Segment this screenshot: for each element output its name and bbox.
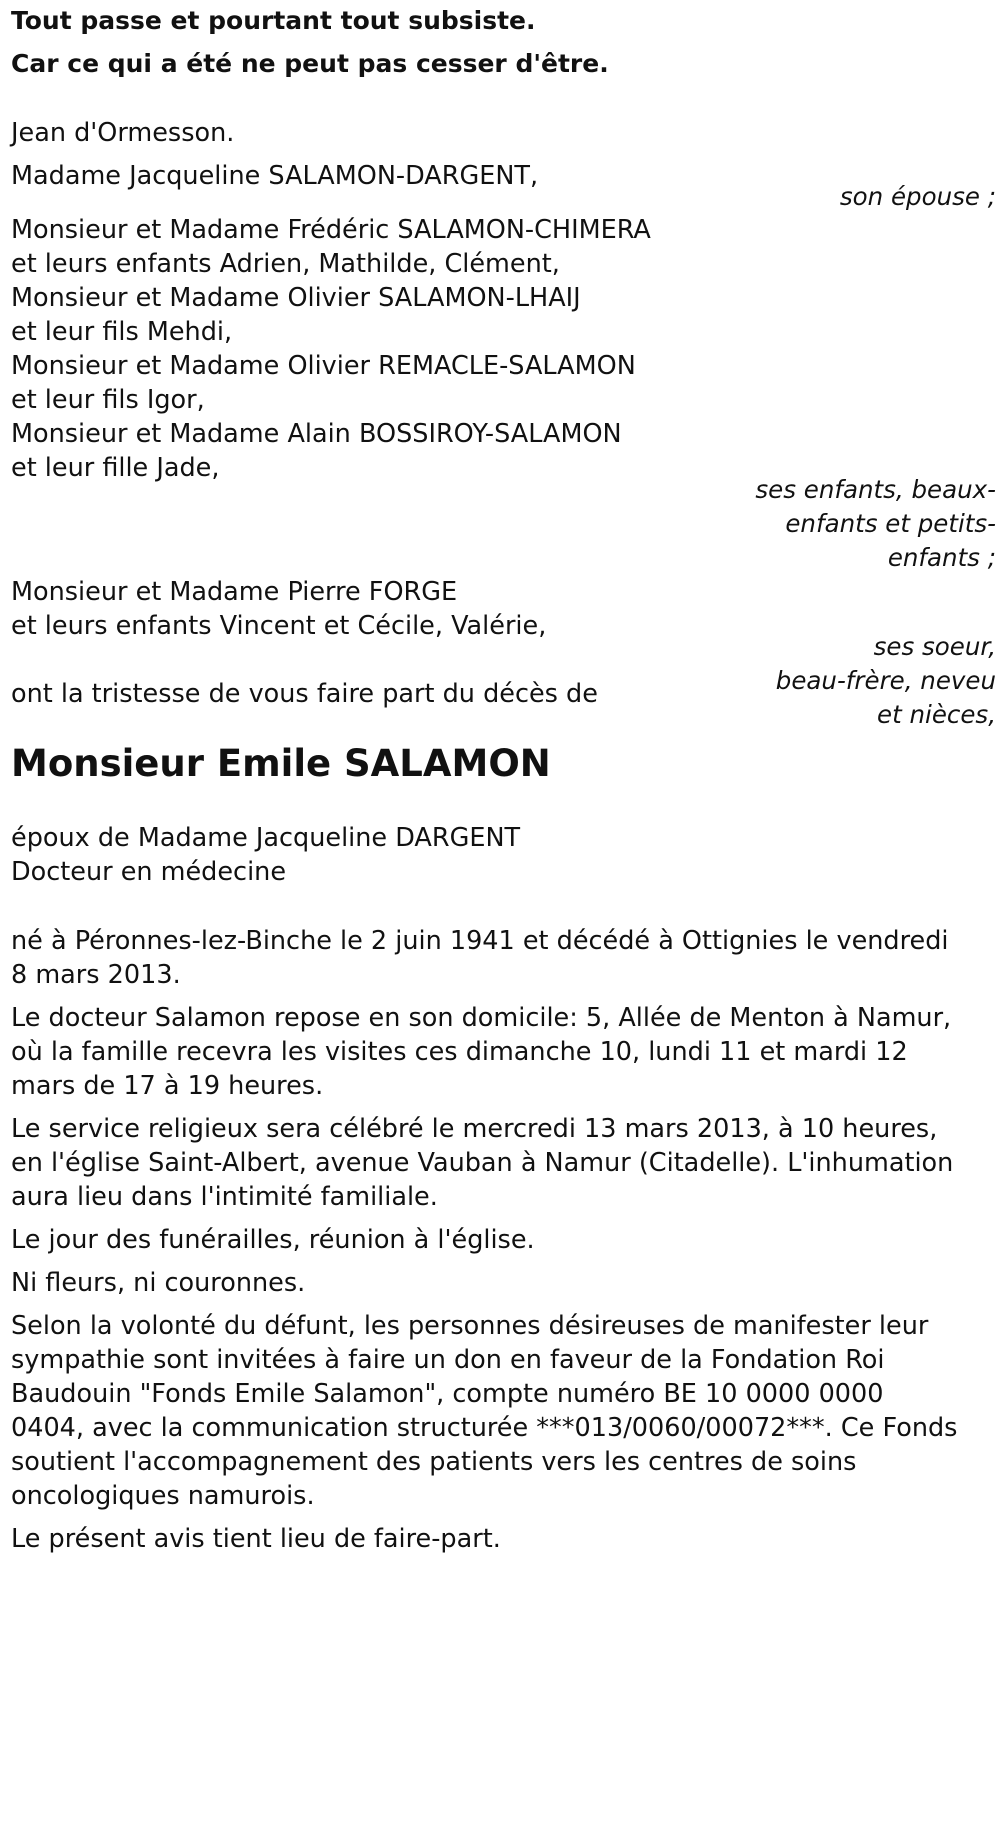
epigraph-line-2: Car ce qui a été ne peut pas cesser d'être. [11,49,609,78]
children-line: Monsieur et Madame Frédéric SALAMON-CHIMERA [11,215,651,245]
siblings-line: Monsieur et Madame Pierre FORGE [11,577,458,607]
spouse-name: Madame Jacqueline SALAMON-DARGENT, [11,161,539,191]
service-line: en l'église Saint-Albert, avenue Vauban à Namur (Citadelle). L'inhumation [11,1148,954,1178]
repose-line: où la famille recevra les visites ces dimanche 10, lundi 11 et mardi 12 [11,1037,908,1067]
donation-line: Baudouin "Fonds Emile Salamon", compte numéro BE 10 0000 0000 [11,1379,884,1409]
siblings-line: et leurs enfants Vincent et Cécile, Valérie, [11,611,547,641]
birth-death-line: 8 mars 2013. [11,960,181,990]
donation-line: 0404, avec la communication structurée ***013/0060/00072***. Ce Fonds [11,1413,958,1443]
donation-line: Selon la volonté du défunt, les personnes désireuses de manifester leur [11,1311,929,1341]
service-line: Le service religieux sera célébré le mercredi 13 mars 2013, à 10 heures, [11,1114,938,1144]
deceased-name: Monsieur Emile SALAMON [11,742,551,785]
repose-line: Le docteur Salamon repose en son domicile: 5, Allée de Menton à Namur, [11,1003,952,1033]
obituary-notice [11,0,996,1831]
siblings-role-line: et nièces, [877,700,996,729]
children-line: et leur fils Igor, [11,385,205,415]
siblings-role-line: ses soeur, [873,632,996,661]
announcement: ont la tristesse de vous faire part du décès de [11,679,598,709]
deceased-profession: Docteur en médecine [11,857,287,887]
donation-line: sympathie sont invitées à faire un don en faveur de la Fondation Roi [11,1345,885,1375]
epigraph-author: Jean d'Ormesson. [11,118,235,148]
children-line: et leurs enfants Adrien, Mathilde, Clément, [11,249,560,279]
birth-death-line: né à Péronnes-lez-Binche le 2 juin 1941 et décédé à Ottignies le vendredi [11,926,949,956]
children-role-line: enfants et petits- [785,509,996,538]
children-line: Monsieur et Madame Alain BOSSIROY-SALAMON [11,419,622,449]
children-line: Monsieur et Madame Olivier REMACLE-SALAMON [11,351,636,381]
children-line: Monsieur et Madame Olivier SALAMON-LHAIJ [11,283,581,313]
service-line: aura lieu dans l'intimité familiale. [11,1182,438,1212]
repose-line: mars de 17 à 19 heures. [11,1071,324,1101]
epigraph-line-1: Tout passe et pourtant tout subsiste. [11,6,536,35]
donation-line: oncologiques namurois. [11,1481,315,1511]
closing-note: Le présent avis tient lieu de faire-part. [11,1524,501,1554]
children-line: et leur fille Jade, [11,453,220,483]
funerals-note: Le jour des funérailles, réunion à l'église. [11,1225,535,1255]
flowers-note: Ni fleurs, ni couronnes. [11,1268,306,1298]
children-role-line: enfants ; [887,543,996,572]
children-role-line: ses enfants, beaux- [755,475,996,504]
donation-line: soutient l'accompagnement des patients vers les centres de soins [11,1447,857,1477]
children-line: et leur fils Mehdi, [11,317,233,347]
siblings-role-line: beau-frère, neveu [775,666,996,695]
deceased-spouse: époux de Madame Jacqueline DARGENT [11,823,521,853]
spouse-role: son épouse ; [839,182,996,211]
